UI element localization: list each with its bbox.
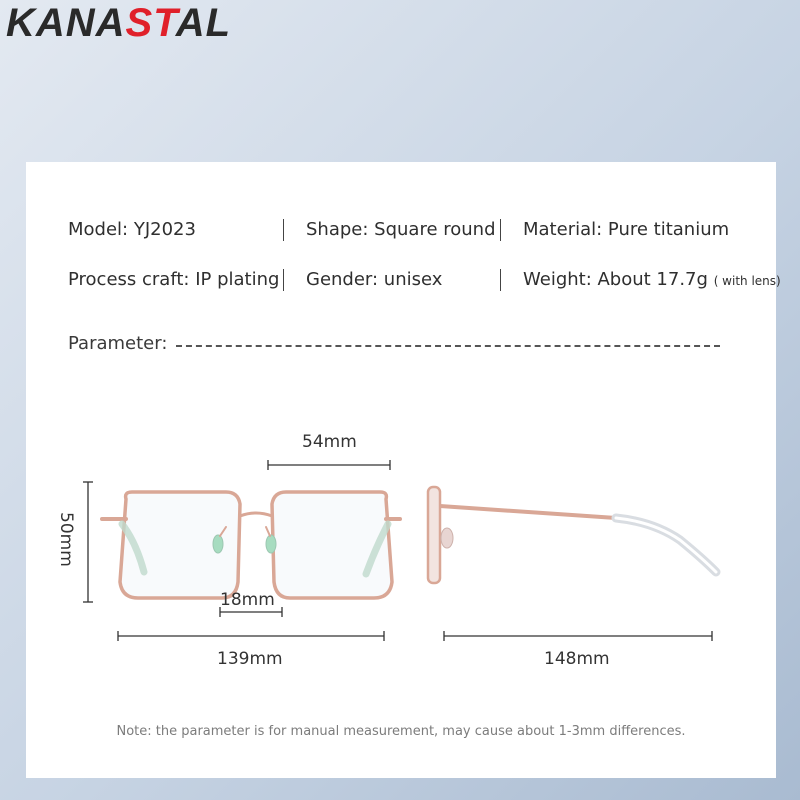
lens-width-label: 54mm [302,432,357,452]
logo-text-st: ST [125,1,176,45]
side-view-glasses [428,487,716,583]
temple-length-label: 148mm [544,649,610,669]
parameter-label: Parameter: [68,333,168,354]
lens-height-label: 50mm [56,512,76,567]
spec-gender: Gender: unisex [306,269,443,290]
side-temple [440,506,642,522]
glasses-diagram [26,162,776,778]
spec-process: Process craft: IP plating [68,269,280,290]
bridge-label: 18mm [220,590,275,610]
bridge [240,513,272,516]
side-temple-tip [616,518,716,572]
spec-material: Material: Pure titanium [523,219,730,240]
brand-logo [6,0,231,46]
side-lens [428,487,440,583]
logo-text-al: AL [175,1,232,45]
measurement-note: Note: the parameter is for manual measurement, may cause about 1-3mm differences. [116,724,686,739]
side-nose-pad [441,528,453,548]
spec-card [26,162,781,778]
left-nose-pad [213,535,223,553]
spec-shape: Shape: Square round [306,219,496,240]
spec-weight-note: ( with lens) [713,274,781,288]
logo-text-kana: KANA [6,1,126,45]
spec-model: Model: YJ2023 [68,219,196,240]
front-view-glasses [102,492,400,598]
right-nose-pad [266,535,276,553]
spec-weight-value: Weight: About 17.7g [523,269,708,290]
frame-width-label: 139mm [217,649,283,669]
